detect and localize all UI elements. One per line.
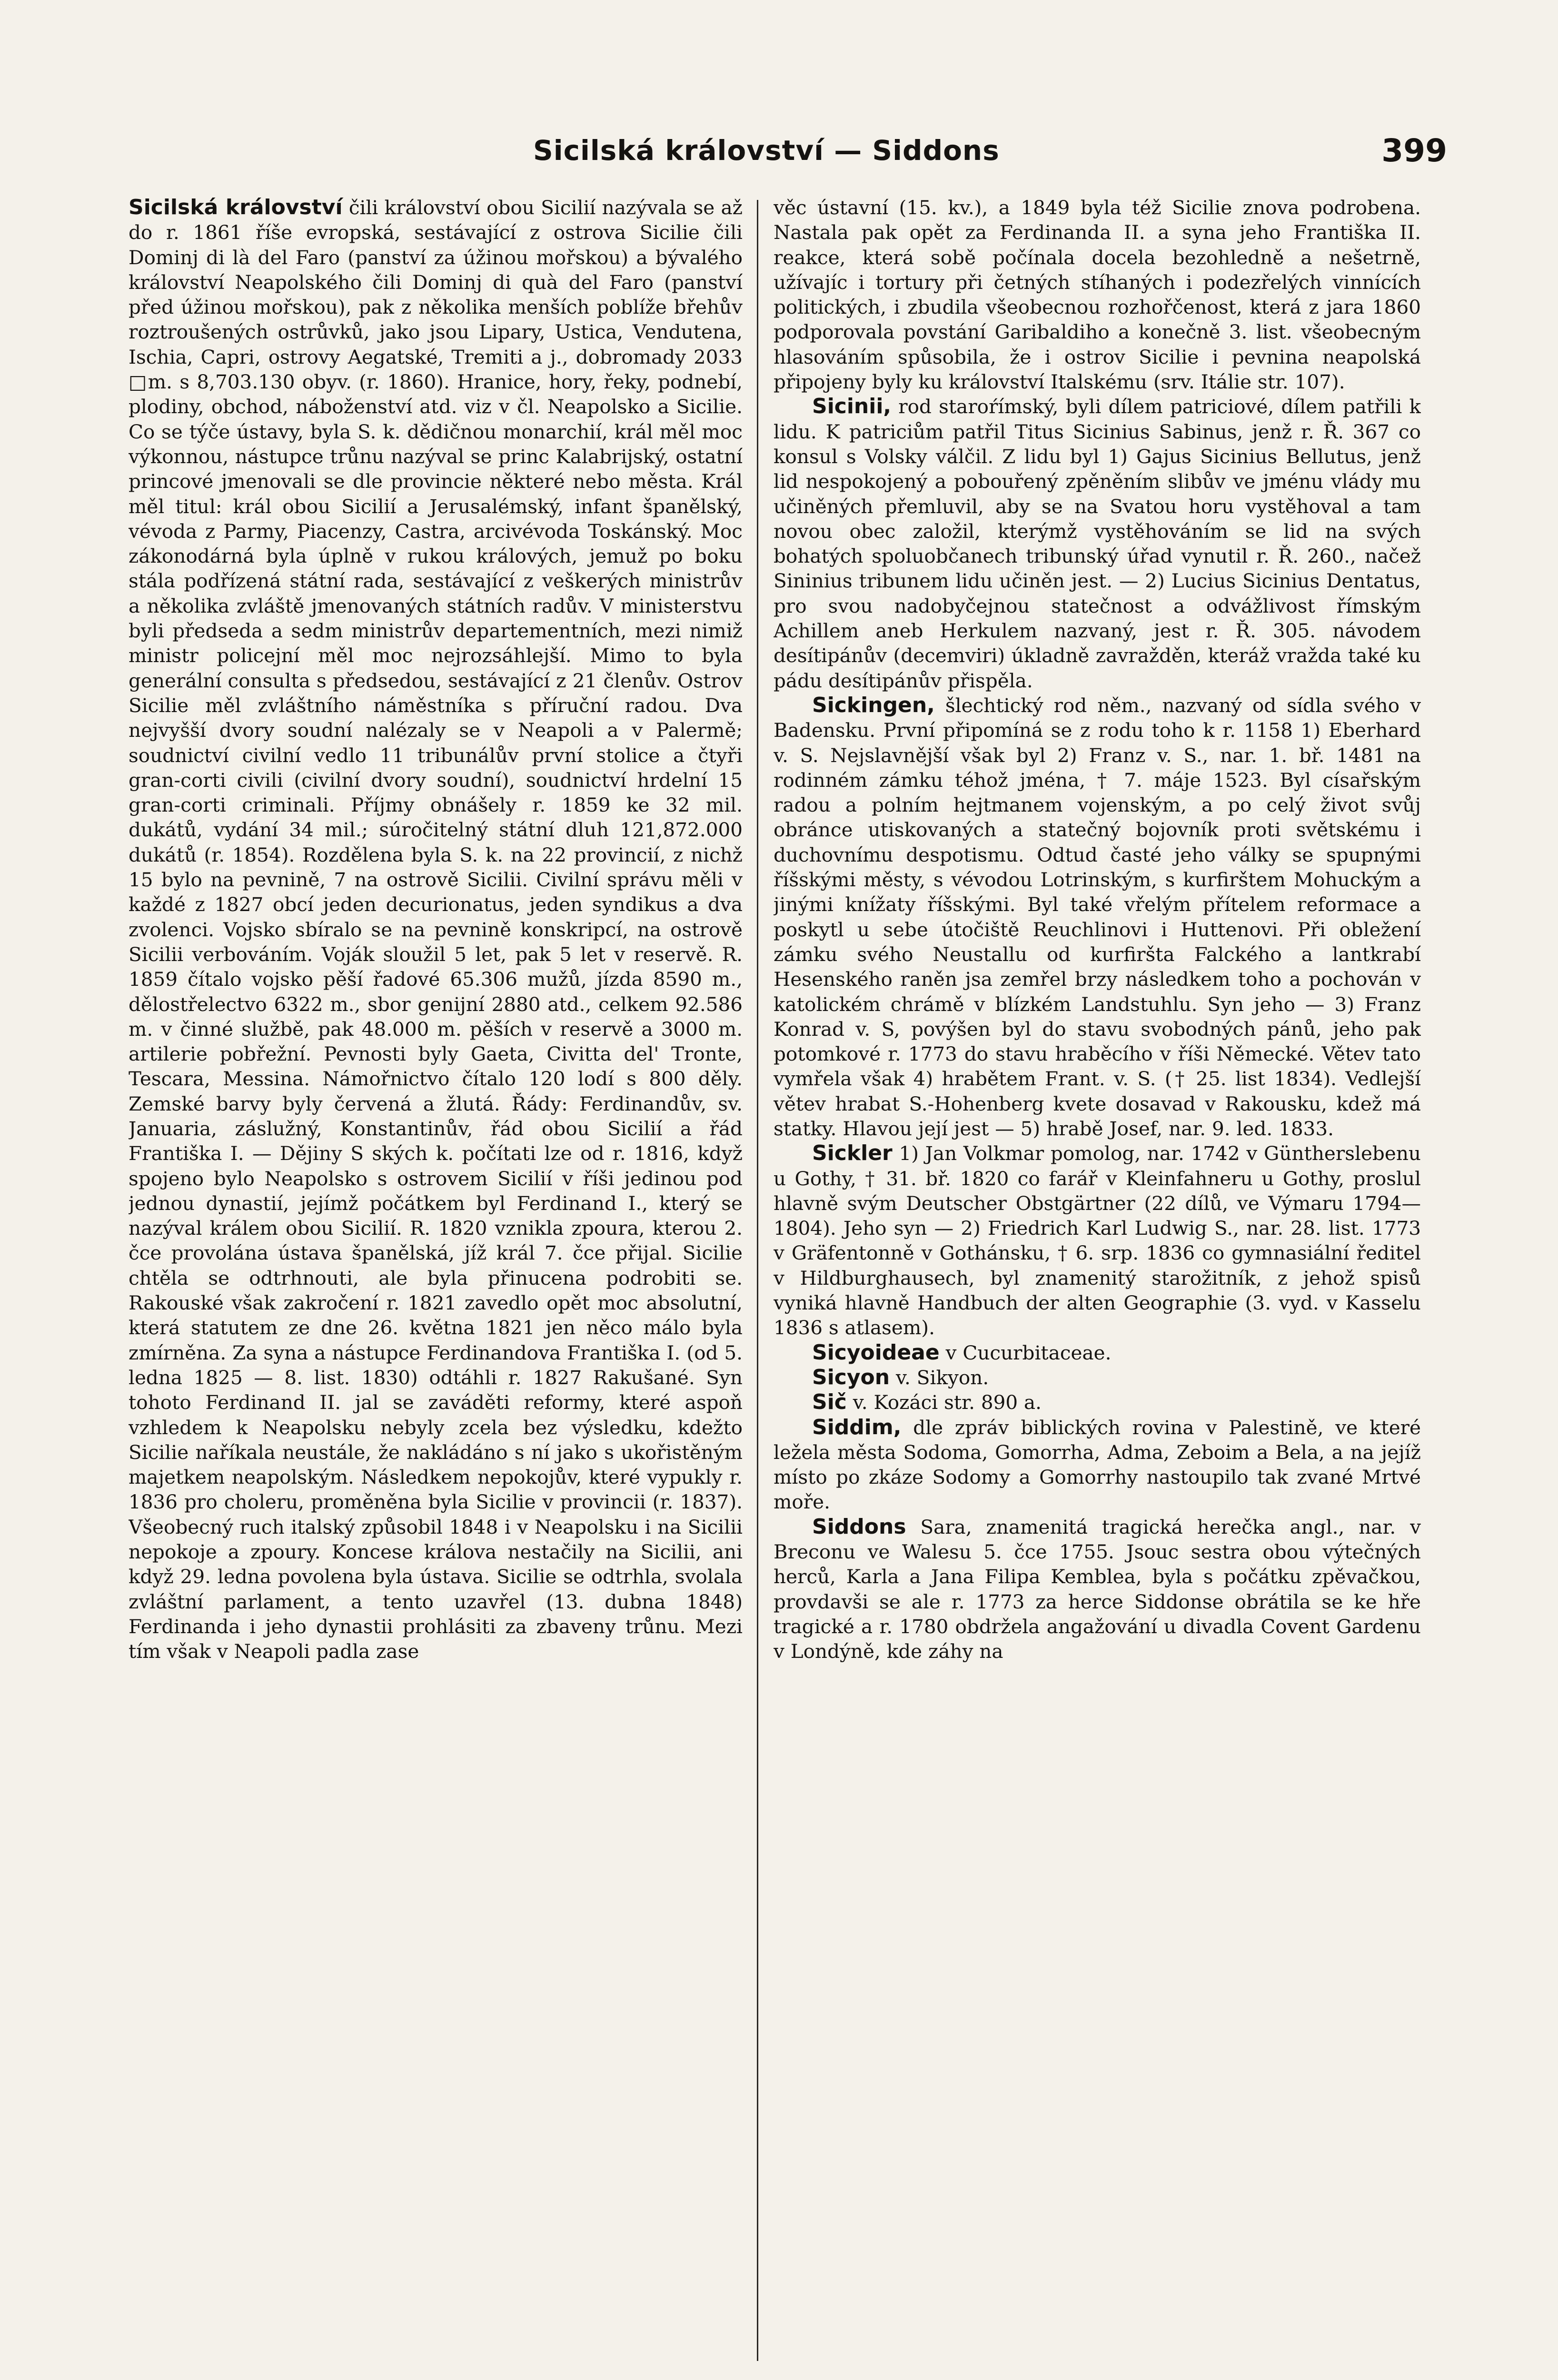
- entry-headword: Siddim,: [812, 1415, 902, 1439]
- running-head: Sicilská království — Siddons: [533, 134, 1000, 167]
- column-divider: [757, 200, 758, 2361]
- entry-headword: Sickler: [812, 1141, 893, 1166]
- entry-sickler: [774, 1141, 1421, 1340]
- entry-sicyon: [774, 1365, 1421, 1390]
- entry-text: 1) Jan Volkmar pomolog, nar. 1742 v Güntherslebenu u Gothy, † 31. bř. 1820 co farář v Kleinfahneru u Gothy, proslul hlavně svým Deutscher Obstgärtner (22 dílů, ve Výmaru 1794—1804). Jeho syn — 2) Friedrich Karl Ludwig S., nar. 28. list. 1773 v Gräfentonně v Gothánsku, † 6. srp. 1836 co gymnasiální ředitel v Hildburghausech, byl znamenitý starožitník, z jehož spisů vyniká hlavně Handbuch der alten Geographie (3. vyd. v Kasselu 1836 s atlasem).: [774, 1142, 1421, 1339]
- entry-headword: Siddons: [812, 1514, 906, 1539]
- page-number: 399: [1381, 132, 1447, 169]
- entry-headword: Sicyon: [812, 1365, 890, 1389]
- entry-text: v. Kozáci str. 890 a.: [853, 1391, 1042, 1414]
- entry-text: věc ústavní (15. kv.), a 1849 byla též Sicilie znova podrobena. Nastala pak opět za Ferdinanda II. a syna jeho Františka II. reakce, která sobě počínala docela bezohledně a nešetrně, užívajíc i tortury při četných stíhaných i podezřelých vinnících politických, i zbudila všeobecnou rozhořčenost, která z jara 1860 podporovala povstání Garibaldiho a konečně 3. list. všeobecným hlasováním spůsobila, že i ostrov Sicilie i pevnina neapolská připojeny byly ku království Italskému (srv. Itálie str. 107).: [774, 196, 1421, 394]
- entry-text: dle zpráv biblických rovina v Palestině, ve které ležela města Sodoma, Gomorrha, Adma, Zeboim a Bela, a na jejíž místo po zkáze Sodomy a Gomorrhy nastoupilo tak zvané Mrtvé moře.: [774, 1416, 1421, 1514]
- entry-headword: Sickingen,: [812, 693, 935, 717]
- entry-headword: Sicyoideae: [812, 1340, 940, 1365]
- entry-text: šlechtický rod něm., nazvaný od sídla svého v Badensku. První připomíná se z rodu toho k r. 1158 1) Eberhard v. S. Nejslavnější však byl 2) Franz v. S., nar. 1. bř. 1481 na rodinném zámku téhož jména, † 7. máje 1523. Byl císařským radou a polním hejtmanem vojenským, a po celý život svůj obránce utiskovaných a statečný bojovník proti světskému i duchovnímu despotismu. Odtud časté jeho války se spupnými říšskými městy, s vévodou Lotrinským, s kurfirštem Mohuckým a jinými knížaty říšskými. Byl také vřelým přítelem reformace a poskytl u sebe útočiště Reuchlinovi i Huttenovi. Při obležení zámku svého Neustallu od kurfiršta Falckého a lantkrabí Hesenského raněn jsa zemřel brzy následkem toho a pochován v katolickém chrámě v blízkém Landstuhlu. Syn jeho — 3) Franz Konrad v. S, povýšen byl do stavu svobodných pánů, jeho pak potomkové r. 1773 do stavu hraběcího v říši Německé. Větev tato vymřela však 4) hrabětem Frant. v. S. († 25. list 1834). Vedlejší větev hrabat S.-Hohenberg kvete dosavad v Rakousku, kdež má statky. Hlavou její jest — 5) hrabě Josef, nar. 9. led. 1833.: [774, 694, 1421, 1140]
- entry-sickingen: [774, 693, 1421, 1141]
- entry-sicilska-kralovstvi: [129, 195, 743, 1664]
- right-column: [774, 195, 1421, 2366]
- entry-sic: [774, 1390, 1421, 1415]
- entry-continuation: [774, 195, 1421, 394]
- entry-text: v. Sikyon.: [895, 1366, 989, 1389]
- entry-headword: Sicilská království: [129, 195, 343, 219]
- entry-text: Sara, znamenitá tragická herečka angl., nar. v Breconu ve Walesu 5. čce 1755. Jsouc sestra obou výtečných herců, Karla a Jana Filipa Kemblea, byla s počátku zpěvačkou, provdavši se ale r. 1773 za herce Siddonse obrátila se ke hře tragické a r. 1780 obdržela angažování u divadla Covent Gardenu v Londýně, kde záhy na: [774, 1515, 1421, 1663]
- entry-text: čili království obou Sicilií nazývala se až do r. 1861 říše evropská, sestávající z ostrova Sicilie čili Dominj di là del Faro (panství za úžinou mořskou) a bývalého království Neapolského čili Dominj di quà del Faro (panství před úžinou mořskou), pak z několika menších poblíže břehův roztroušených ostrůvků, jako jsou Lipary, Ustica, Vendutena, Ischia, Capri, ostrovy Aegatské, Tremiti a j., dobromady 2033 □m. s 8,703.130 obyv. (r. 1860). Hranice, hory, řeky, podnebí, plodiny, obchod, náboženství atd. viz v čl. Neapolsko a Sicilie. Co se týče ústavy, byla S. k. dědičnou monarchií, král měl moc výkonnou, nástupce trůnu nazýval se princ Kalabrijský, ostatní princové jmenovali se dle provincie některé nebo města. Král měl titul: král obou Sicilií a Jerusalémský, infant španělský, vévoda z Parmy, Piacenzy, Castra, arcivévoda Toskánský. Moc zákonodárná byla úplně v rukou králových, jemuž po boku stála podřízená státní rada, sestávající z veškerých ministrův a několika zvláště jmenovaných státních radův. V ministerstvu byli předseda a sedm ministrův departementních, mezi nimiž ministr policejní měl moc nejrozsáhlejší. Mimo to byla generální consulta s předsedou, sestávající z 21 členův. Ostrov Sicilie měl zvláštního náměstníka s příruční radou. Dva nejvyšší dvory soudní nalézaly se v Neapoli a v Palermě; soudnictví civilní vedlo 11 tribunálův první stolice a čtyři gran-corti civili (civilní dvory soudní), soudnictví hrdelní 15 gran-corti criminali. Příjmy obnášely r. 1859 ke 32 mil. dukátů, vydání 34 mil.; súročitelný státní dluh 121,872.000 dukátů (r. 1854). Rozdělena byla S. k. na 22 provincií, z nichž 15 bylo na pevnině, 7 na ostrově Sicilii. Civilní správu měli v každé z 1827 obcí jeden decurionatus, jeden syndikus a dva zvolenci. Vojsko sbíralo se na pevnině konskripcí, na ostrově Sicilii verbováním. Voják sloužil 5 let, pak 5 let v reservě. R. 1859 čítalo vojsko pěší řadové 65.306 mužů, jízda 8590 m., dělostřelectvo 6322 m., sbor genijní 2880 atd., celkem 92.586 m. v činné službě, pak 48.000 m. pěších v reservě a 3000 m. artilerie pobřežní. Pevnosti byly Gaeta, Civitta del' Tronte, Tescara, Messina. Námořnictvo čítalo 120 lodí s 800 děly. Zemské barvy byly červená a žlutá. Řády: Ferdinandův, sv. Januaria, záslužný, Konstantinův, řád obou Sicilií a řád Františka I. — Dějiny S ských k. počítati lze od r. 1816, když spojeno bylo Neapolsko s ostrovem Sicilií v říši jedinou pod jednou dynastií, jejímž počátkem byl Ferdinand I., který se nazýval králem obou Sicilií. R. 1820 vznikla zpoura, kterou 2. čce provolána ústava španělská, jíž král 7. čce přijal. Sicilie chtěla se odtrhnouti, ale byla přinucena podrobiti se. Rakouské však zakročení r. 1821 zavedlo opět moc absolutní, která statutem ze dne 26. května 1821 jen něco málo byla zmírněna. Za syna a nástupce Ferdinandova Františka I. (od 5. ledna 1825 — 8. list. 1830) odtáhli r. 1827 Rakušané. Syn tohoto Ferdinand II. jal se zaváděti reformy, které aspoň vzhledem k Neapolsku nebyly zcela bez výsledku, kdežto Sicilie naříkala neustále, že nakládáno s ní jako s ukořistěným majetkem neapolským. Následkem nepokojův, které vypukly r. 1836 pro choleru, proměněna byla Sicilie v provincii (r. 1837). Všeobecný ruch italský způsobil 1848 i v Neapolsku i na Sicilii nepokoje a zpoury. Koncese králova nestačily na Sicilii, ani když 29. ledna povolena byla ústava. Sicilie se odtrhla, svolala zvláštní parlament, a tento uzavřel (13. dubna 1848) Ferdinanda i jeho dynastii prohlásiti za zbaveny trůnu. Mezi tím však v Neapoli padla zase: [129, 196, 743, 1663]
- entry-siddim: [774, 1415, 1421, 1515]
- page-header: [500, 134, 1447, 177]
- entry-text: v Cucurbitaceae.: [945, 1341, 1111, 1364]
- entry-sicyoideae: [774, 1340, 1421, 1365]
- entry-headword: Sicinii,: [812, 394, 892, 419]
- left-column: [129, 195, 743, 2366]
- entry-text: rod staroŕímský, byli dílem patriciové, dílem patřili k lidu. K patriciům patřil Titus Sicinius Sabinus, jenž r. Ř. 367 co konsul s Volsky válčil. Z lidu byl 1) Gajus Sicinius Bellutus, jenž lid nespokojený a pobouřený zpěněním slibův ve jménu vlády mu učiněných přemluvil, aby se na Svatou horu vystěhoval a tam novou obec založil, kterýmž vystěhováním se lid na svých bohatých spoluobčanech tribunský úřad vynutil r. Ř. 260., načež Sininius tribunem lidu učiněn jest. — 2) Lucius Sicinius Dentatus, pro svou nadobyčejnou statečnost a odvážlivost římským Achillem aneb Herkulem nazvaný, jest r. Ř. 305. návodem desítipánův (decemviri) úkladně zavražděn, kteráž vražda také ku pádu desítipánův přispěla.: [774, 395, 1421, 692]
- entry-siddons: [774, 1515, 1421, 1664]
- entry-headword: Sič: [812, 1390, 847, 1415]
- entry-sicinii: [774, 394, 1421, 693]
